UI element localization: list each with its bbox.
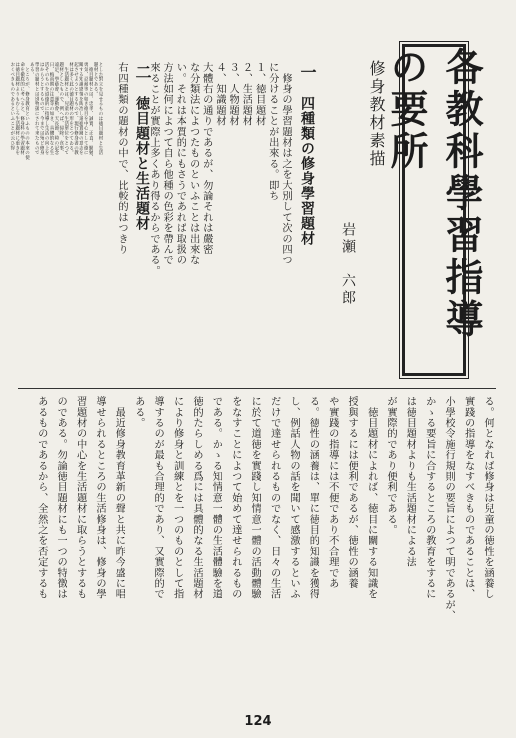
text-column: 生活題材とは、兒童の生活單位をとつて: [63, 62, 69, 156]
text-column: 小學校令施行規則の要旨によつて明であるが、: [443, 396, 456, 621]
section-number: 二: [133, 64, 152, 81]
text-column: に於て道徳を實踐し知情意一體の活動體驗: [249, 396, 262, 600]
text-column: し、例話人物の話を聞いて感激するといふ: [288, 396, 300, 600]
page-number: 124: [244, 714, 272, 729]
text-column: ３、人物題材: [227, 62, 240, 127]
text-column: 題材とである。: [93, 62, 99, 97]
section-title: 徳目題材と生活題材: [134, 96, 150, 231]
text-column: 學習の題材とは別物扱にされて來たもので: [34, 62, 40, 156]
text-column: である。かゝる知情意一體の生活體驗を道: [210, 396, 223, 600]
text-column: に分けることが出來る。即ち: [266, 62, 279, 202]
text-column: は徳目題材よりも生活題材による法: [404, 396, 417, 568]
text-column: 導せられるところの生活修身は、修身の學: [94, 396, 106, 600]
text-column: だけで達せられるものでなく、日々の生活: [268, 396, 281, 600]
series-title: 修身教材素描: [367, 60, 386, 168]
text-column: 右四種類の題材の中で、比較的はつきり: [116, 62, 128, 255]
text-column: 修身の學習題材は之を大別して次の四つ: [280, 62, 292, 266]
text-column: ある。: [29, 62, 35, 77]
text-column: る。徳性の涵養は、單に徳目的知識を獲得: [307, 396, 320, 600]
text-column: 大體右の通りであるが、勿論それは嚴密: [200, 62, 213, 255]
text-column: な分類法によつたものといふことは出來な: [187, 62, 200, 266]
author-name: 岩瀬 六郎: [340, 222, 356, 307]
text-column: をなすことによつて始めて達せられるもの: [229, 396, 242, 600]
text-column: 導するのが最も合理的であり、又實際的で: [152, 396, 165, 600]
text-column: 來ることが實際上多くあり得るからである。: [148, 62, 160, 276]
text-column: 勇気、忍耐等の如き徳目を中心として徳に: [83, 62, 89, 156]
text-column: 徳目題材とは、忠孝、誠實、正直、勤勉、: [88, 62, 94, 160]
text-column: おくべきものであるといふことが云ひ得: [9, 62, 15, 151]
text-column: 習題材の中心を生活題材に取らうとするも: [74, 396, 87, 600]
text-column: のである。勿論徳目題材にも一つの特徴は: [55, 396, 68, 600]
text-column: 材は多く此の徳目題材の形をとつてゐる。: [68, 62, 74, 156]
text-column: ２、生活題材: [240, 62, 253, 127]
text-column: ある。: [132, 396, 145, 429]
text-column: 授與するには便利であるが、徳性の涵養: [346, 396, 359, 589]
text-column: により修身と訓練とを一つのものとして指: [171, 396, 184, 600]
text-column: 關する知識感情を陶冶し道徳實踐の意志を: [78, 62, 84, 156]
section-number: 一: [298, 64, 317, 81]
text-column: 題材としたもので、例へば、掃除、食事、: [58, 62, 64, 156]
article-title: 各教科學習指導の要所: [384, 47, 483, 341]
section-heading: [297, 64, 319, 304]
text-column: 活そのものを道徳的に指導し生活の向上を: [44, 62, 50, 156]
text-column: は徳目題材よりもむしろ生活題材に重きを: [14, 62, 20, 156]
text-column: 命を徹底的に考へると、修身科の學習題材: [19, 62, 25, 156]
text-column: い。それは本質的にもさうであれば取扱の: [174, 62, 187, 266]
text-column: ところが、修身教育といふものの本來の使: [24, 62, 30, 160]
text-column: 徳目題材によれば、徳目に關する知識を: [365, 396, 378, 600]
text-column: あるものであるから、全然之を否定するも: [35, 396, 48, 600]
text-column: 最近修身教育革新の聲と共に昨今盛に唱: [113, 396, 126, 600]
text-column: 實踐の指導をなすべきものであることは、: [462, 396, 475, 600]
section-heading: [132, 64, 154, 274]
text-column: 起させようとするもので、現行修身書の教: [73, 62, 79, 156]
text-column: 方法如何によつて自ら他種の色彩を帶んで: [161, 62, 174, 266]
article-title-box: [384, 44, 483, 376]
text-column: かゝる要旨に合するところの教育をするに: [423, 396, 436, 600]
text-column: る。何となれば修身は兒童の徳性を涵養し: [482, 396, 494, 600]
text-column: 徳的たらしめる爲には具體的なる生活題材: [191, 396, 203, 600]
text-column: ４、知識題材: [214, 62, 226, 127]
section-title: 四種類の修身學習題材: [299, 96, 315, 246]
text-column: はからうとするもので、今までは殆ど修身: [39, 62, 45, 156]
tier-divider: [18, 388, 496, 389]
text-column: とした對立を見せるものは徳目題材と生活: [98, 62, 103, 156]
text-column: が實際的であり便利である。: [385, 396, 397, 536]
text-column: 日、梅雨期の注意等の如き、具體的なる生: [49, 62, 54, 156]
text-column: １、徳目題材: [253, 62, 266, 127]
text-column: や實踐の指導には不便であり不合理であ: [326, 396, 339, 589]
text-column: 遠足、學藝會、運動會、天長節、時の記念: [53, 62, 59, 156]
